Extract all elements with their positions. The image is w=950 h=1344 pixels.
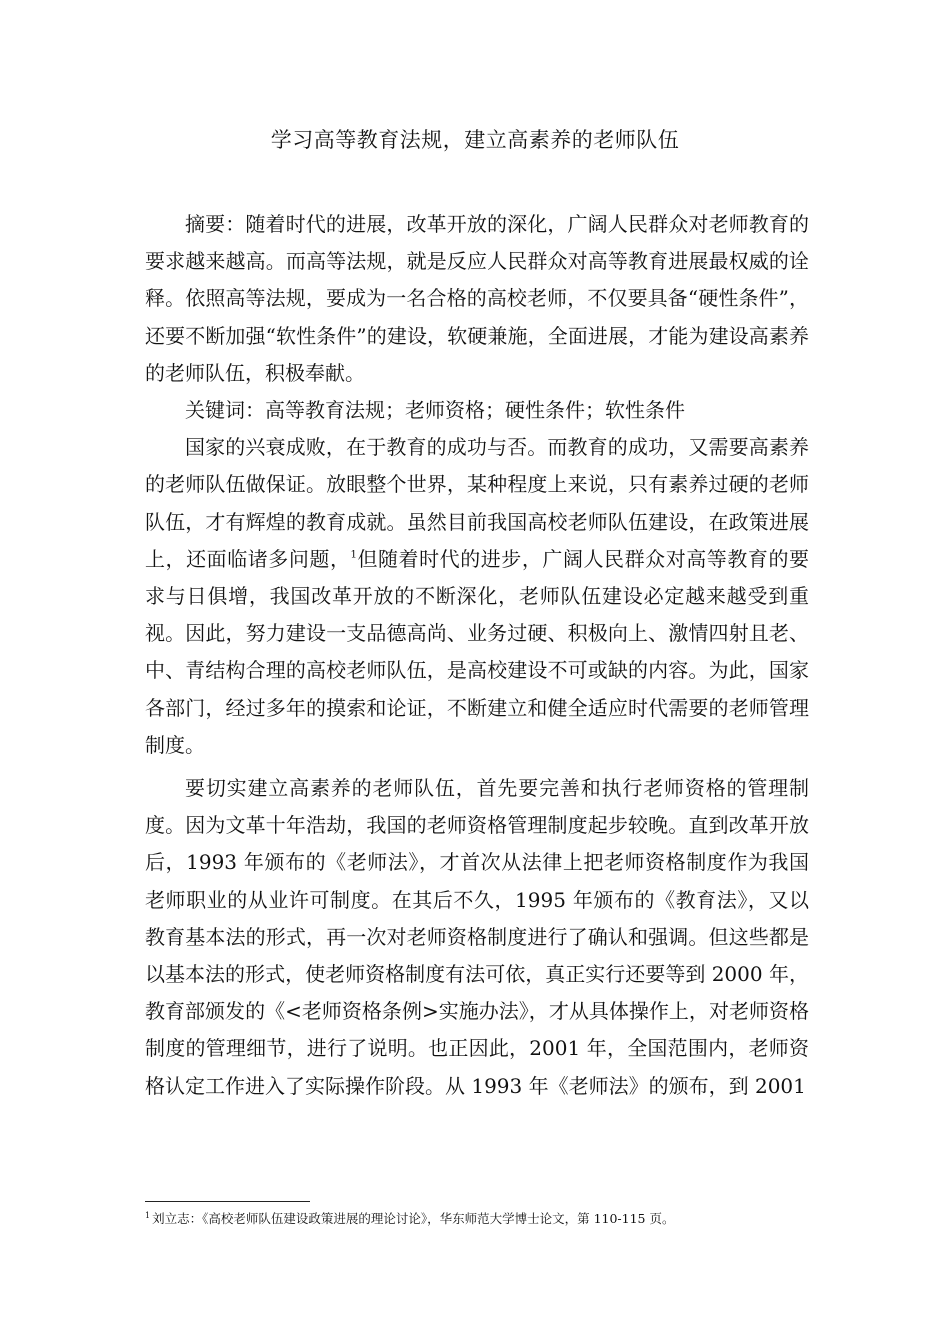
abstract-paragraph: 摘要：随着时代的进展，改革开放的深化，广阔人民群众对老师教育的要求越来越高。而高等法规，就是反应人民群众对高等教育进展最权威的诠释。依照高等法规，要成为一名合格的高校老师，不仅要具备“硬性条件”，还要不断加强“软性条件”的建设，软硬兼施，全面进展，才能为建设高素养的老师队伍，积极奉献。 bbox=[145, 212, 809, 385]
footnote-mark: 1 bbox=[145, 1211, 151, 1221]
footnote-text: 刘立志：《高校老师队伍建设政策进展的理论讨论》，华东师范大学博士论文，第 110-115 页。 bbox=[152, 1211, 675, 1226]
document-body bbox=[145, 206, 809, 1105]
paragraph-1-text-b: 但随着时代的进步，广阔人民群众对高等教育的要求与日俱增，我国改革开放的不断深化，老师队伍建设必定越来越受到重视。因此，努力建设一支品德高尚、业务过硬、积极向上、激情四射且老、中、青结构合理的高校老师队伍，是高校建设不可或缺的内容。为此，国家各部门，经过多年的摸索和论证，不断建立和健全适应时代需要的老师管理制度。 bbox=[145, 546, 810, 757]
body-paragraph-1 bbox=[145, 429, 809, 764]
footnote bbox=[145, 1210, 825, 1228]
footnote-reference[interactable]: 1 bbox=[350, 549, 357, 561]
footnote-divider bbox=[145, 1201, 310, 1202]
keywords-paragraph: 关键词：高等教育法规；老师资格；硬性条件；软性条件 bbox=[185, 398, 685, 423]
paragraph-1-text-a: 国家的兴衰成败，在于教育的成功与否。而教育的成功，又需要高素养的老师队伍做保证。放眼整个世界，某种程度上来说，只有素养过硬的老师队伍，才有辉煌的教育成就。虽然目前我国高校老师队伍建设，在政策进展上，还面临诸多问题， bbox=[145, 435, 809, 571]
document-title: 学习高等教育法规，建立高素养的老师队伍 bbox=[270, 128, 680, 152]
body-paragraph-2: 要切实建立高素养的老师队伍，首先要完善和执行老师资格的管理制度。因为文革十年浩劫，我国的老师资格管理制度起步较晚。直到改革开放后，1993 年颁布的《老师法》，才首次从法律上把老师资格制度作为我国老师职业的从业许可制度。在其后不久，1995 年颁布的《教育法》，又以教育基本法的形式，再一次对老师资格制度进行了确认和强调。但这些都是以基本法的形式，使老师资格制度有法可依，真正实行还要等到 2000 年，教育部颁发的《<老师资格条例>实施办法》，才从具体操作上，对老师资格制度的管理细节，进行了说明。也正因此，2001 年，全国范围内，老师资格认定工作进入了实际操作阶段。从 1993 年《老师法》的颁布，到 2001 bbox=[145, 776, 809, 1098]
